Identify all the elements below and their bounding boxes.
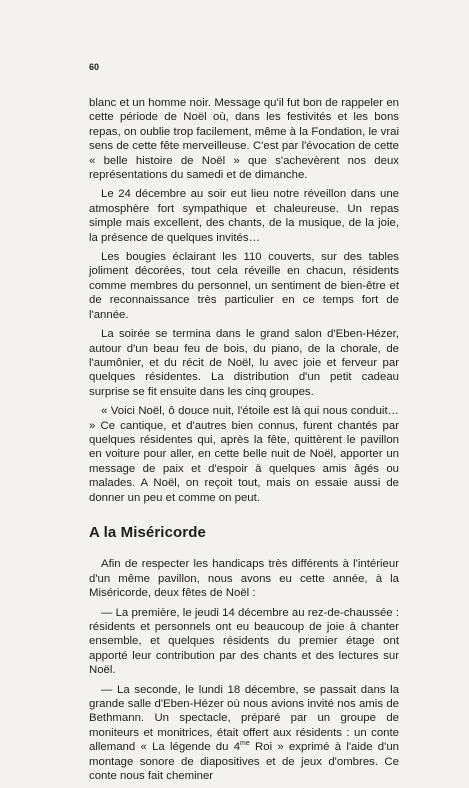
text-column: [89, 96, 399, 788]
superscript: me: [240, 740, 250, 748]
paragraph: [89, 683, 399, 784]
paragraph: Afin de respecter les handicaps très différents à l'intérieur d'un même pavillon, nous avons eu cette année, à la Miséricorde, deux fêtes de Noël :: [89, 558, 399, 600]
paragraph: La soirée se termina dans le grand salon d'Eben-Hézer, autour d'un beau feu de bois, du piano, de la chorale, de l'aumônier, et du récit de Noël, lu avec joie et ferveur par quelques résidentes. La distribution d'un petit cadeau surprise se fit ensuite dans les cinq groupes.: [89, 328, 399, 398]
paragraph: blanc et un homme noir. Message qu'il fut bon de rappeler en cette période de Noël où, dans les festivités et les bons repas, on oublie trop facilement, même à la Fondation, le vrai sens de cette fête merveilleuse. C'est par l'évocation de cette « belle histoire de Noël » que s'achevèrent nos deux représentations du samedi et de dimanche.: [89, 97, 399, 182]
section-heading: A la Miséricorde: [89, 523, 206, 541]
paragraph-text: — La seconde, le lundi 18 décembre, se passait dans la grande salle d'Eben-Hézer où nous avions invité nos amis de Bethmann. Un spectacle, préparé par un groupe de moniteurs et monitrices, était offert aux résidents : un conte allemand « La légende du 4: [89, 683, 399, 754]
paragraph: Les bougies éclairant les 110 couverts, sur des tables joliment décorées, tout cela réveille en chacun, résidents comme membres du personnel, un sentiment de bien-être et de reconnaissance très particulier en ce temps fort de l'année.: [89, 251, 399, 321]
paragraph: Le 24 décembre au soir eut lieu notre réveillon dans une atmosphère fort sympathique et chaleureuse. Un repas simple mais excellent, des chants, de la musique, de la joie, la présence de quelques invités…: [89, 188, 399, 244]
page-number: 60: [89, 62, 100, 72]
paragraph-text: Roi » exprimé à l'aide d'un montage sonore de diapositives et de jeux d'ombres. Ce conte nous fait cheminer: [89, 741, 399, 783]
paragraph: « Voici Noël, ô douce nuit, l'étoile est là qui nous conduit… » Ce cantique, et d'autres bien connus, furent chantés par quelques résidentes qui, après la fête, quittèrent le pavillon en voiture pour aller, en cette belle nuit de Noël, apporter un message de paix et d'espoir à quelques amis âgés ou malades. A Noël, on reçoit tout, mais on essaie aussi de donner un peu et comme on peut.: [89, 405, 399, 504]
paragraph: — La première, le jeudi 14 décembre au rez-de-chaussée : résidents et personnels ont eu beaucoup de joie à chanter ensemble, et quelques résidents du premier étage ont apporté leur contribution par des chants et des lectures sur Noël.: [89, 606, 399, 677]
